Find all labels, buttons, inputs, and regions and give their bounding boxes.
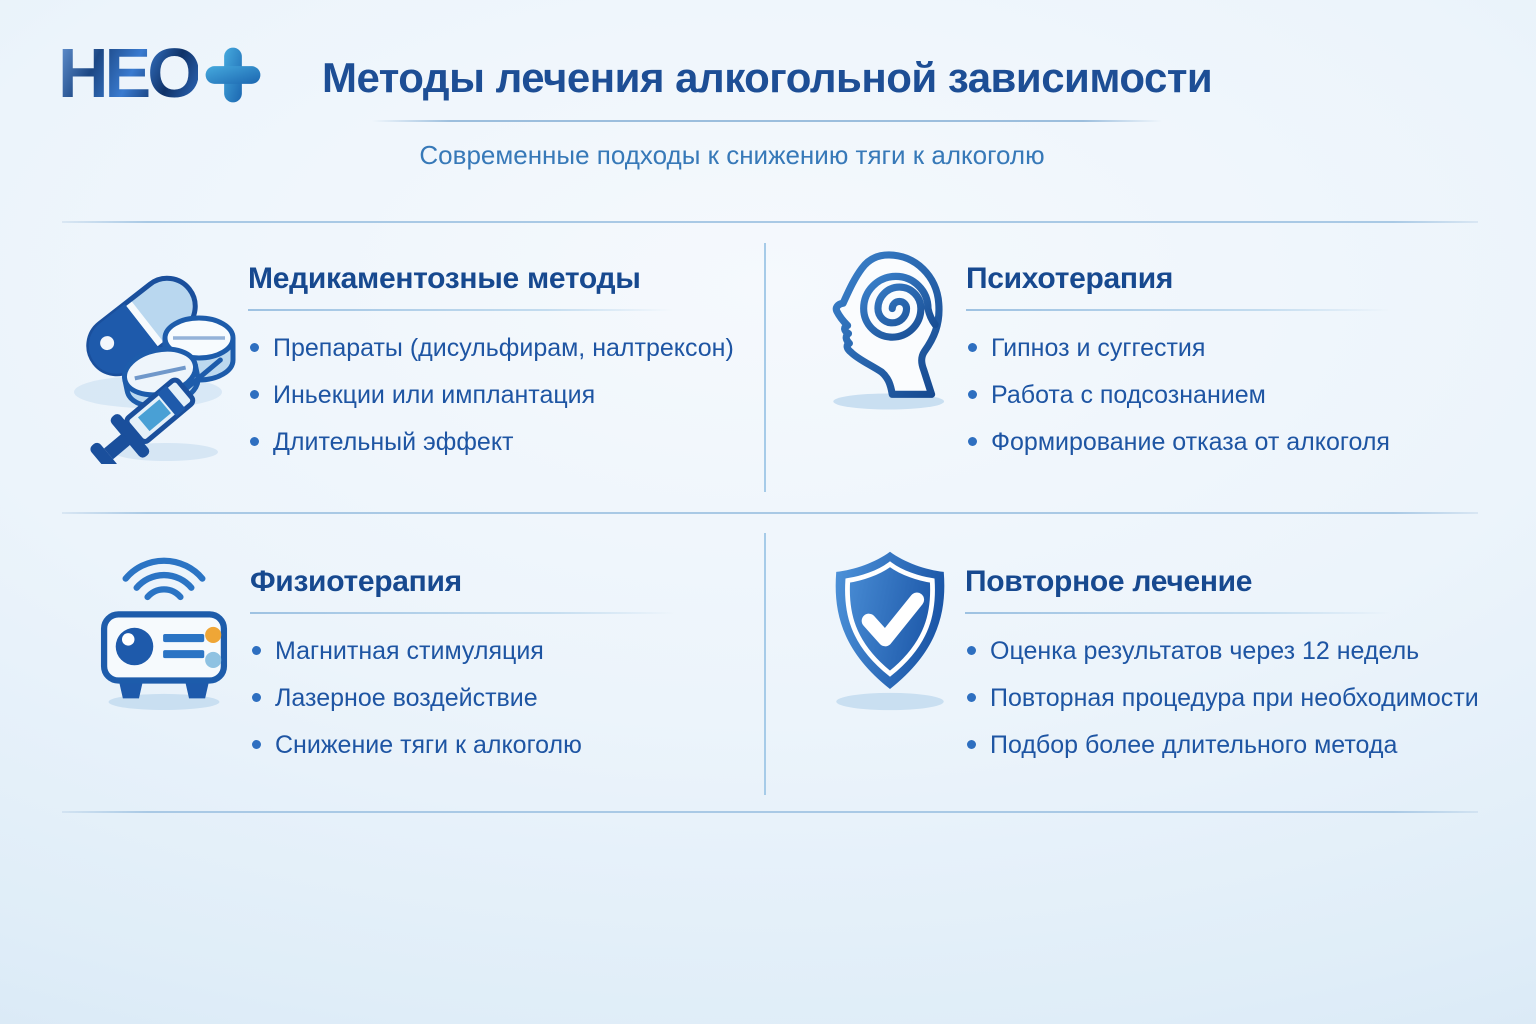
bullet-text: Формирование отказа от алкоголя	[991, 428, 1390, 456]
divider-bottom	[62, 811, 1478, 813]
section-title: Медикаментозные методы	[248, 262, 641, 295]
divider-vertical-top-row	[764, 243, 766, 492]
bullet-text: Лазерное воздействие	[275, 684, 538, 712]
plus-icon	[204, 46, 262, 104]
bullet-dot	[968, 343, 977, 352]
bullet-dot	[250, 343, 259, 352]
bullet-list	[966, 334, 1466, 457]
section-medication	[248, 262, 734, 475]
bullet-item	[248, 334, 734, 363]
divider-vertical-bottom-row	[764, 533, 766, 795]
shield-check-icon	[818, 546, 962, 714]
section-title-underline	[248, 309, 673, 311]
bullet-dot	[967, 693, 976, 702]
bullet-dot	[250, 437, 259, 446]
section-repeat-treatment	[965, 565, 1480, 778]
divider-middle	[62, 512, 1478, 514]
bullet-dot	[967, 740, 976, 749]
bullet-text: Препараты (дисульфирам, налтрексон)	[273, 334, 734, 362]
bullet-dot	[967, 646, 976, 655]
bullet-text: Иньекции или имплантация	[273, 381, 596, 409]
bullet-item	[966, 428, 1466, 457]
bullet-dot	[250, 390, 259, 399]
bullet-text: Длительный эффект	[273, 428, 514, 456]
bullet-item	[248, 381, 728, 410]
bullet-list	[250, 637, 720, 760]
page-title: Методы лечения алкогольной зависимости	[322, 54, 1213, 101]
bullet-item	[965, 731, 1480, 760]
bullet-dot	[252, 693, 261, 702]
page-subtitle: Современные подходы к снижению тяги к алкоголю	[419, 140, 1045, 170]
bullet-text: Подбор более длительного метода	[990, 731, 1398, 759]
section-psychotherapy	[966, 262, 1466, 475]
head-spiral-icon	[810, 246, 962, 414]
section-physiotherapy	[250, 565, 720, 778]
pills-syringe-icon	[66, 252, 246, 464]
bullet-text: Снижение тяги к алкоголю	[275, 731, 582, 759]
logo-text: НЕО	[58, 34, 198, 112]
section-title-underline	[965, 612, 1390, 614]
logo	[58, 34, 262, 112]
bullet-dot	[968, 390, 977, 399]
bullet-text: Работа с подсознанием	[991, 381, 1266, 409]
section-title: Психотерапия	[966, 262, 1174, 295]
title-divider	[372, 120, 1162, 122]
bullet-list	[248, 334, 734, 457]
bullet-text: Оценка результатов через 12 недель	[990, 637, 1420, 665]
bullet-list	[965, 637, 1480, 760]
divider-top	[62, 221, 1478, 223]
bullet-item	[965, 684, 1480, 713]
bullet-dot	[252, 646, 261, 655]
bullet-text: Гипноз и суггестия	[991, 334, 1206, 362]
bullet-item	[248, 428, 728, 457]
bullet-item	[250, 637, 720, 666]
bullet-text: Повторная процедура при необходимости	[990, 684, 1479, 712]
bullet-dot	[252, 740, 261, 749]
bullet-text: Магнитная стимуляция	[275, 637, 544, 665]
section-title: Физиотерапия	[250, 565, 462, 598]
bullet-item	[250, 731, 720, 760]
bullet-dot	[968, 437, 977, 446]
bullet-item	[966, 334, 1466, 363]
bullet-item	[965, 637, 1480, 666]
bullet-item	[250, 684, 720, 713]
bullet-item	[966, 381, 1466, 410]
section-title-underline	[250, 612, 675, 614]
therapy-device-icon	[88, 532, 240, 711]
section-title: Повторное лечение	[965, 565, 1253, 598]
section-title-underline	[966, 309, 1391, 311]
